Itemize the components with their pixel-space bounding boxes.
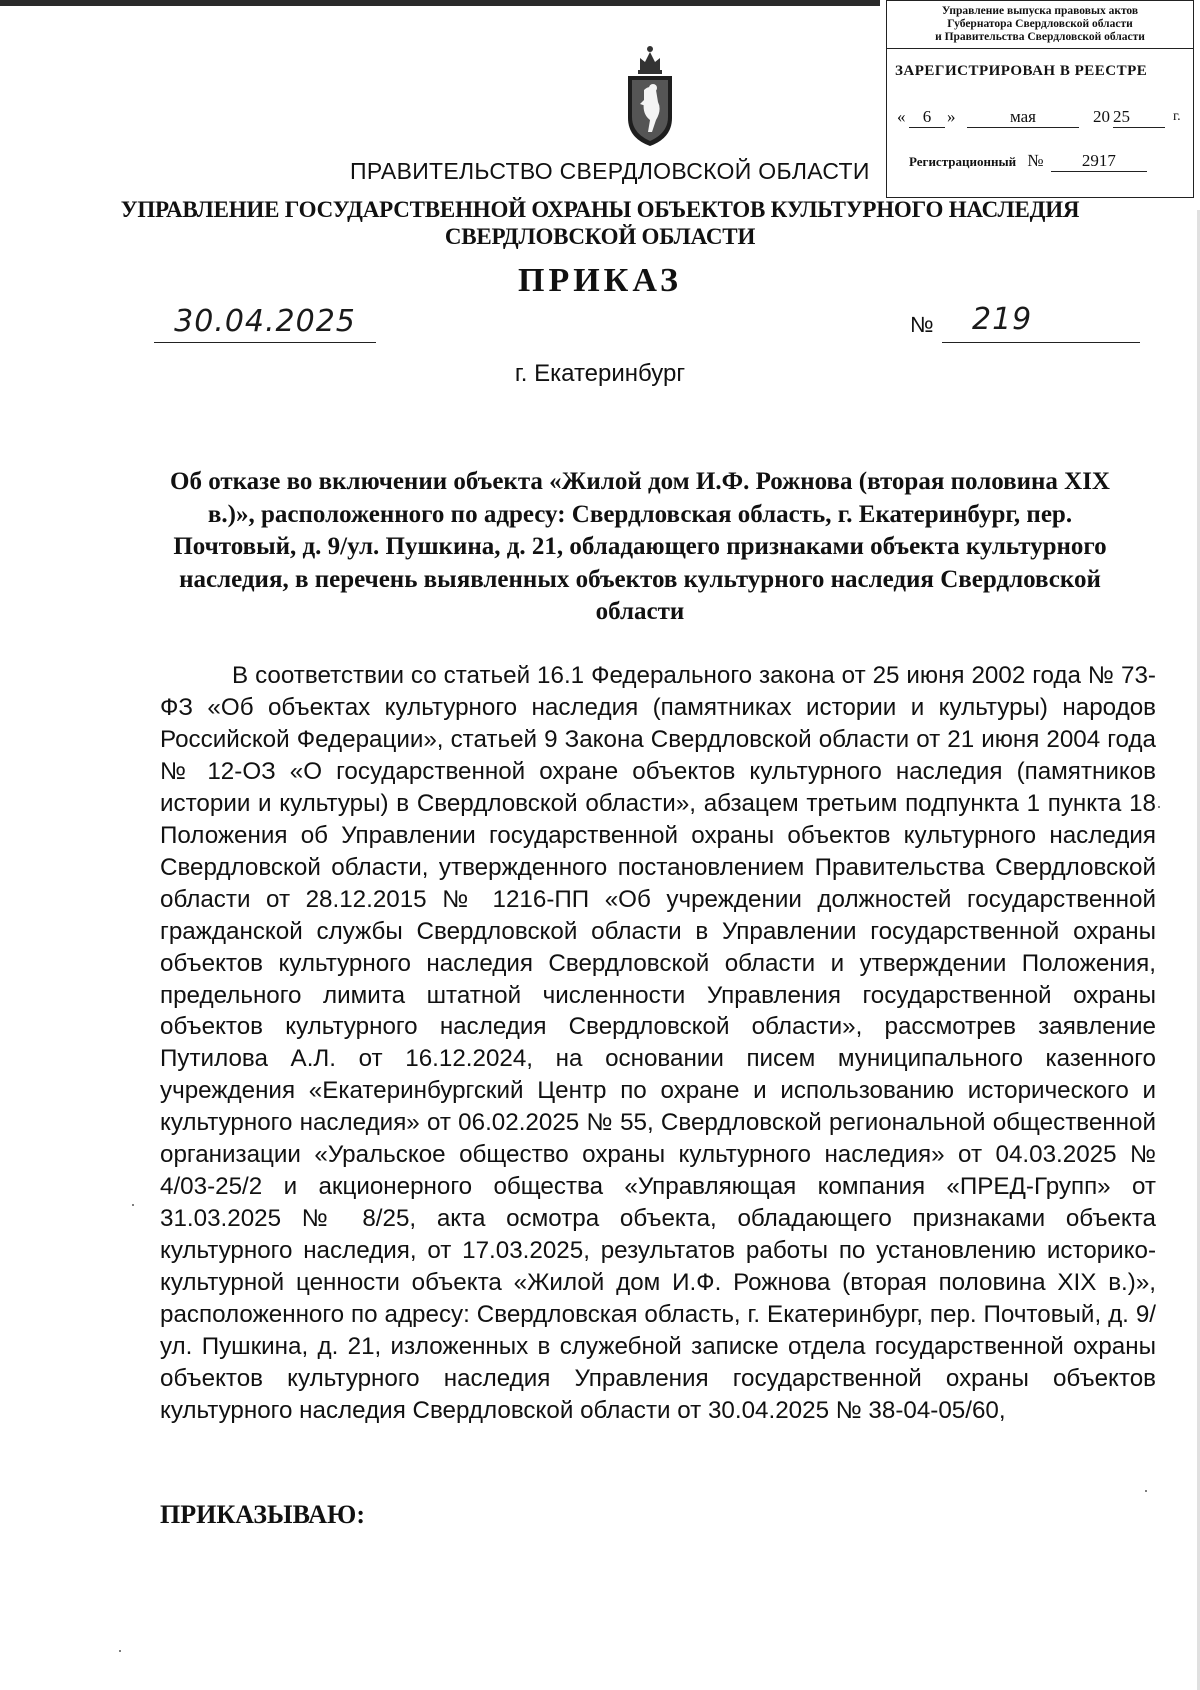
registration-stamp: [886, 0, 1194, 198]
order-preamble-paragraph: В соответствии со статьей 16.1 Федерального закона от 25 июня 2002 года № 73-ФЗ «Об объектах культурного наследия (памятниках истории и культуры) народов Российской Федерации», статьей 9 Закона Свердловской области от 21 июня 2004 года № 12-ОЗ «О государственной охране объектов культурного наследия (памятников истории и культуры) в Свердловской области», абзацем третьим подпункта 1 пункта 18 Положения об Управлении государственной охраны объектов культурного наследия Свердловской области, утвержденного постановлением Правительства Свердловской области от 28.12.2015 № 1216-ПП «Об учреждении должностей государственной гражданской службы Свердловской области в Управлении государственной охраны объектов культурного наследия Свердловской области и утверждении Положения, предельного лимита штатной численности Управления государственной охраны объектов культурного наследия Свердловской области», рассмотрев заявление Путилова А.Л. от 16.12.2024, на основании писем муниципального казенного учреждения «Екатеринбургский Центр по охране и использованию исторического и культурного наследия» от 06.02.2025 № 55, Свердловской региональной общественной организации «Уральское общество охраны культурного наследия» от 04.03.2025 № 4/03-25/2 и акционерного общества «Управляющая компания «ПРЕД-Групп» от 31.03.2025 № 8/25, акта осмотра объекта, обладающего признаками объекта культурного наследия, от 17.03.2025, результатов работы по установлению историко-культурной ценности объекта «Жилой дом И.Ф. Рожнова (вторая половина XIX в.)», расположенного по адресу: Свердловская область, г. Екатеринбург, пер. Почтовый, д. 9/ул. Пушкина, д. 21, изложенных в служебной записке отдела государственной охраны объектов культурного наследия Управления государственной охраны объектов культурного наследия Свердловской области от 30.04.2025 № 38-04-05/60,: [160, 662, 1156, 1424]
department-name-line2: СВЕРДЛОВСКОЙ ОБЛАСТИ: [444, 224, 756, 249]
stamp-date: [895, 107, 1189, 131]
scan-speck: [1145, 1490, 1147, 1492]
order-number-handwritten: 219: [972, 302, 1033, 337]
stamp-registered-label: ЗАРЕГИСТРИРОВАН В РЕЕСТРЕ: [895, 63, 1148, 79]
stamp-year-suffix: 25: [1113, 107, 1165, 128]
government-name: ПРАВИТЕЛЬСТВО СВЕРДЛОВСКОЙ ОБЛАСТИ: [350, 158, 870, 184]
stamp-header-line: Управление выпуска правовых актов: [941, 5, 1139, 17]
coat-of-arms-emblem: [622, 40, 678, 148]
order-date-handwritten: 30.04.2025: [174, 304, 356, 339]
stamp-day: 6: [909, 107, 945, 128]
scan-speck: [132, 1204, 134, 1206]
stamp-quote-close: »: [947, 107, 956, 126]
stamp-quote-open: «: [897, 107, 906, 126]
city-name: г. Екатеринбург: [514, 360, 686, 387]
document-type-title: ПРИКАЗ: [518, 262, 682, 299]
scan-speck: [119, 1650, 121, 1652]
stamp-year-unit: г.: [1173, 109, 1181, 124]
order-number-field: [942, 300, 1140, 343]
order-subject-heading: Об отказе во включении объекта «Жилой дом И.Ф. Рожнова (вторая половина XIX в.)», расположенного по адресу: Свердловская область, г. Екатеринбург, пер. Почтовый, д. 9/ул. Пушкина, д. 21, обладающего признаками объекта культурного наследия, в перечень выявленных объектов культурного наследия Свердловской области: [170, 468, 1110, 625]
page-top-edge: [0, 0, 880, 6]
stamp-reg-number: 2917: [1051, 151, 1147, 172]
stamp-month: мая: [967, 107, 1079, 128]
department-name-line1: УПРАВЛЕНИЕ ГОСУДАРСТВЕННОЙ ОХРАНЫ ОБЪЕКТОВ КУЛЬТУРНОГО НАСЛЕДИЯ: [120, 197, 1080, 222]
stamp-header-line: Губернатора Свердловской области: [947, 18, 1133, 30]
scan-speck: [1158, 806, 1160, 808]
order-directive-word: ПРИКАЗЫВАЮ:: [160, 1500, 365, 1529]
order-date-field: [154, 302, 376, 343]
stamp-header-line: и Правительства Свердловской области: [935, 31, 1145, 43]
stamp-reg-no-sign: №: [1027, 151, 1044, 170]
stamp-year-prefix: 20: [1093, 107, 1110, 126]
stamp-header: [887, 1, 1193, 49]
stamp-reg-number-row: [909, 151, 1147, 172]
order-number-sign: №: [910, 312, 934, 337]
stamp-reg-label: Регистрационный: [909, 154, 1017, 169]
